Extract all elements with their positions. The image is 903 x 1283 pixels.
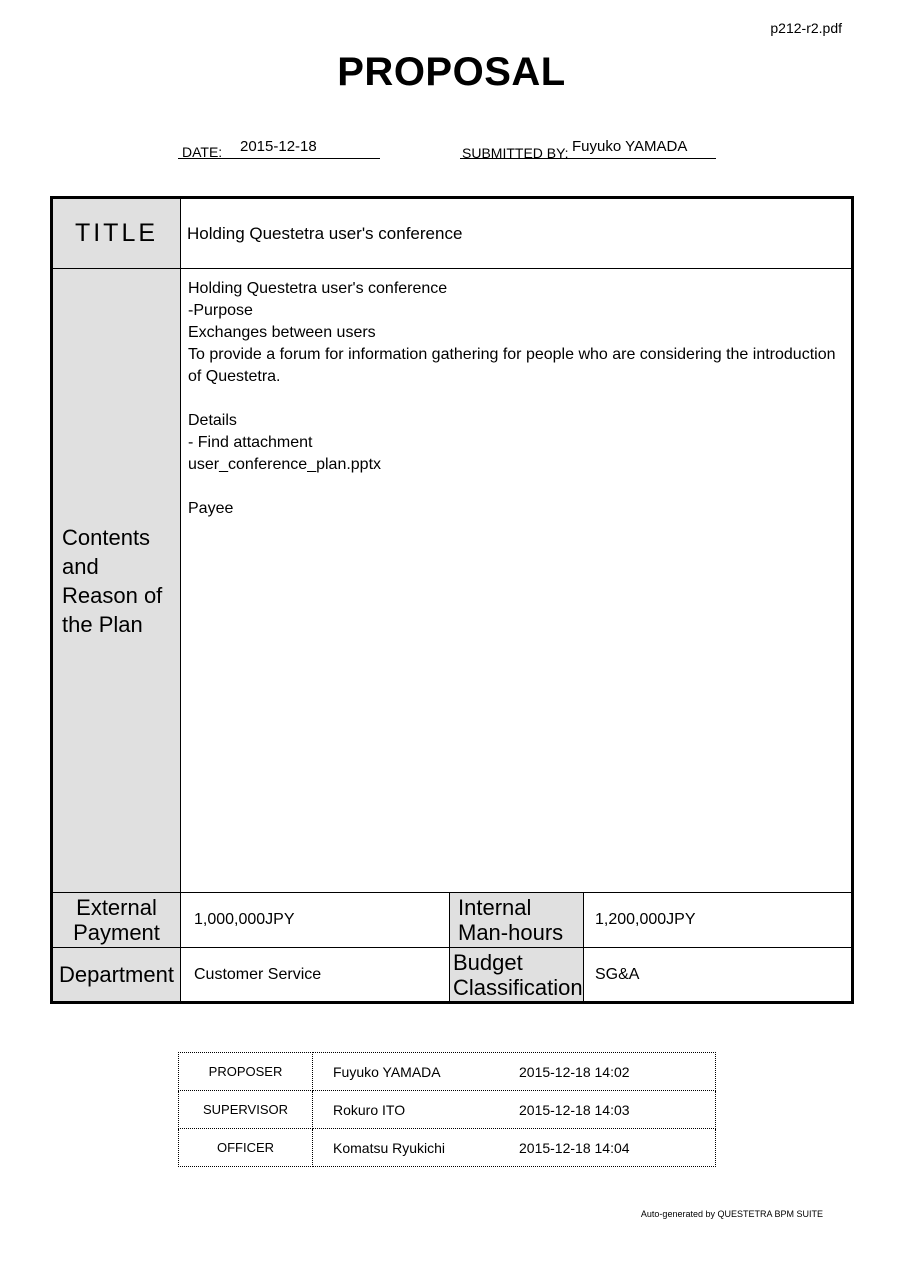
submitted-by-value: Fuyuko YAMADA <box>572 138 688 155</box>
contents-line: - Find attachment <box>188 434 313 451</box>
approval-entry <box>313 1129 716 1167</box>
document-title: PROPOSAL <box>337 50 566 94</box>
date-value: 2015-12-18 <box>240 138 317 155</box>
contents-label: Contents and Reason of the Plan <box>53 269 180 892</box>
department-value: Customer Service <box>194 965 322 983</box>
contents-line: -Purpose <box>188 302 253 319</box>
contents-line: To provide a forum for information gathering for people who are considering the introduction of Questetra. <box>188 346 836 385</box>
approval-role: PROPOSER <box>179 1053 313 1091</box>
approval-role: OFFICER <box>179 1129 313 1167</box>
approval-name: Fuyuko YAMADA <box>333 1063 441 1080</box>
contents-line <box>188 476 843 498</box>
contents-line: Holding Questetra user's conference <box>188 280 448 297</box>
grid-line <box>180 199 181 1001</box>
contents-line: user_conference_plan.pptx <box>188 456 382 473</box>
grid-line <box>53 268 851 269</box>
approval-entry <box>313 1053 716 1091</box>
approval-datetime: 2015-12-18 14:04 <box>519 1139 630 1156</box>
department-label: Department <box>53 948 180 1001</box>
approval-entry <box>313 1091 716 1129</box>
grid-line <box>583 892 584 1001</box>
proposal-form <box>50 196 854 1004</box>
grid-line <box>53 892 851 893</box>
approval-datetime: 2015-12-18 14:02 <box>519 1063 630 1080</box>
grid-line <box>53 947 851 948</box>
external-payment-value: 1,000,000JPY <box>194 911 295 928</box>
budget-label: Budget Classification <box>450 948 583 1001</box>
submitted-by-underline <box>460 158 716 159</box>
date-label: DATE: <box>182 144 223 160</box>
title-value: Holding Questetra user's conference <box>187 223 463 243</box>
contents-line: Exchanges between users <box>188 324 376 341</box>
internal-manhours-value: 1,200,000JPY <box>595 911 696 928</box>
approval-name: Rokuro ITO <box>333 1101 406 1118</box>
submitted-by-label: SUBMITTED BY: <box>462 145 569 161</box>
file-name: p212-r2.pdf <box>770 20 842 36</box>
external-payment-label: External Payment <box>53 893 180 947</box>
approval-name: Komatsu Ryukichi <box>333 1139 446 1156</box>
grid-line <box>449 892 450 1001</box>
internal-manhours-label: Internal Man-hours <box>450 893 583 947</box>
table-row <box>179 1091 716 1129</box>
contents-line: Payee <box>188 500 234 517</box>
title-label: TITLE <box>53 199 180 268</box>
budget-value: SG&A <box>595 965 640 983</box>
table-row <box>179 1129 716 1167</box>
approval-datetime: 2015-12-18 14:03 <box>519 1101 630 1118</box>
contents-line <box>188 388 843 410</box>
contents-line: Details <box>188 412 237 429</box>
approval-role: SUPERVISOR <box>179 1091 313 1129</box>
footer-note: Auto-generated by QUESTETRA BPM SUITE <box>640 1209 823 1219</box>
table-row <box>179 1053 716 1091</box>
contents-value <box>181 269 851 892</box>
approval-table <box>178 1052 716 1167</box>
date-underline <box>178 158 380 159</box>
